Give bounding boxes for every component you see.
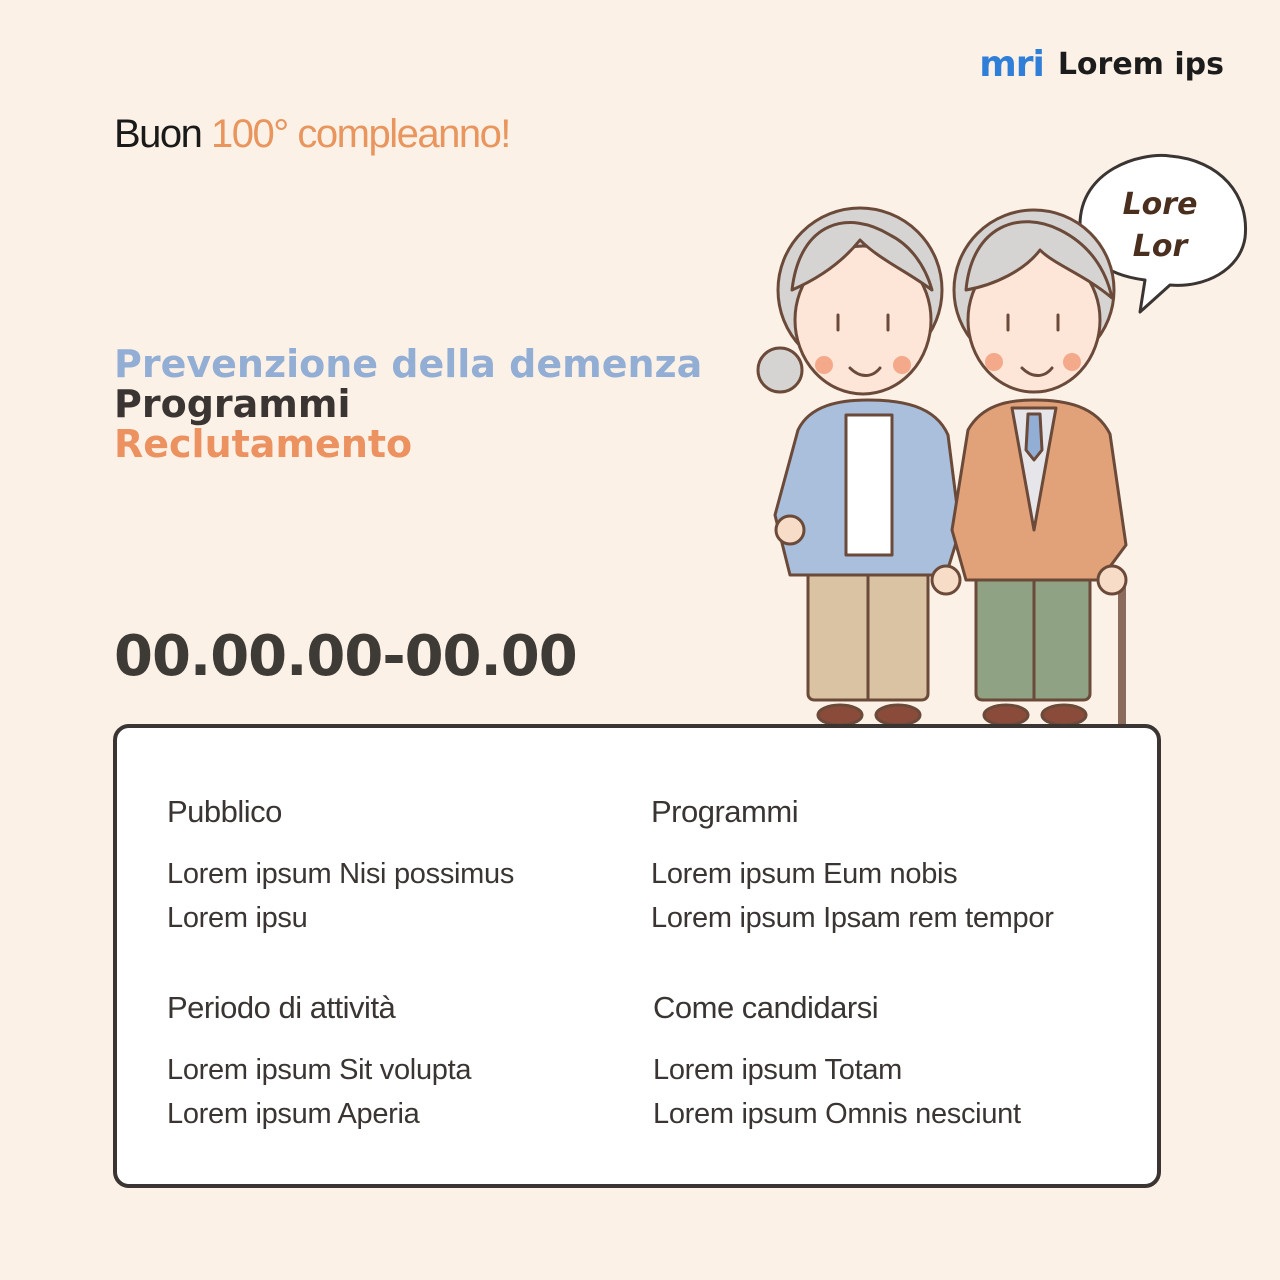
- section-title: Come candidarsi: [653, 990, 879, 1025]
- section-line: Lorem ipsum Eum nobis: [651, 858, 958, 890]
- info-section-apply: [653, 990, 1123, 1136]
- event-date: 00.00.00-00.00: [114, 624, 577, 689]
- section-line: Lorem ipsum Sit volupta: [167, 1054, 472, 1086]
- greeting-title: [114, 112, 510, 157]
- section-line: Lorem ipsu: [167, 902, 308, 934]
- headline: [114, 344, 702, 464]
- brand-logo: [979, 44, 1224, 85]
- speech-bubble-line-1: Lore: [1122, 187, 1198, 222]
- section-title: Pubblico: [167, 794, 282, 829]
- section-line: Lorem ipsum Totam: [653, 1054, 903, 1086]
- headline-line-1: Prevenzione della demenza: [114, 342, 703, 386]
- logo-mark: mri: [979, 44, 1044, 85]
- info-card: [113, 724, 1161, 1188]
- section-line: Lorem ipsum Omnis nesciunt: [653, 1098, 1021, 1130]
- section-line: Lorem ipsum Ipsam rem tempor: [651, 902, 1054, 934]
- section-title: Programmi: [651, 794, 799, 829]
- greeting-highlight: 100° compleanno!: [211, 112, 510, 156]
- info-section-programs: [651, 794, 1121, 940]
- section-title: Periodo di attività: [167, 990, 396, 1025]
- logo-text: Lorem ips: [1057, 47, 1224, 82]
- speech-bubble-line-2: Lor: [1132, 229, 1188, 264]
- headline-line-3: Reclutamento: [114, 422, 413, 466]
- section-line: Lorem ipsum Aperia: [167, 1098, 420, 1130]
- headline-line-2: Programmi: [114, 382, 351, 426]
- elderly-couple-illustration: [750, 150, 1260, 730]
- section-line: Lorem ipsum Nisi possimus: [167, 858, 515, 890]
- info-section-audience: [167, 794, 637, 940]
- info-section-period: [167, 990, 637, 1136]
- greeting-prefix: Buon: [114, 112, 212, 156]
